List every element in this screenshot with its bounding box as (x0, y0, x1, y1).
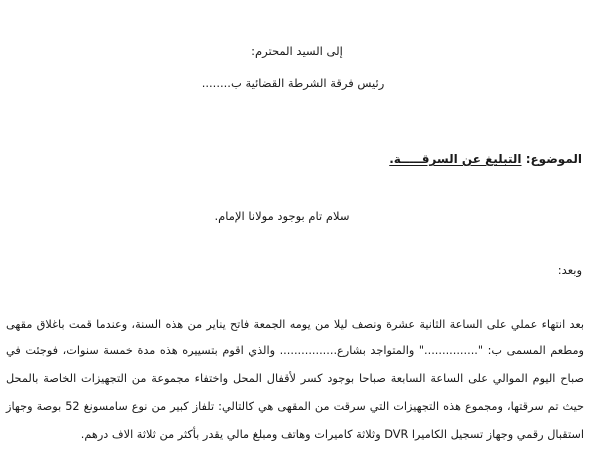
subject-text: التبليغ عن السرقـــــة. (389, 152, 522, 166)
body-line-2: ومطعم المسمى ب: "..............." والمتواجد بشارع................ والذي اقوم بتسييره هذه مدة خمسة سنوات، فوجئت في (6, 344, 584, 357)
greeting-line: سلام تام بوجود مولانا الإمام. (214, 209, 350, 223)
body-line-3: صباح اليوم الموالي على الساعة السابعة صباحا بوجود كسر لأقفال المحل واختفاء مجموعة من التجهيزات الخاصة بالمحل (6, 372, 584, 385)
subject-line (389, 152, 582, 166)
opening-line: وبعد: (557, 263, 582, 277)
body-line-5: استقبال رقمي وجهاز تسجيل الكاميرا DVR وثلاثة كاميرات وهاتف ومبلغ مالي يقدر بأكثر من ثلاثة الاف درهم. (80, 428, 584, 441)
body-line-1: بعد انتهاء عملي على الساعة الثانية عشرة ونصف ليلا من يومه الجمعة فاتح يناير من هذه السنة، وعندما قمت باغلاق مقهى (6, 318, 584, 331)
subject-label: الموضوع: (525, 152, 582, 166)
body-line-4: حيث تم سرقتها، ومجموع هذه التجهيزات التي سرقت من المقهى هي كالتالي: تلفاز كبير من نوع سامسونغ 52 بوصة وجهاز (6, 400, 584, 413)
recipient-line-2: رئيس فرقة الشرطة القضائية ب........ (201, 76, 385, 90)
recipient-line-1: إلى السيد المحترم: (251, 44, 343, 58)
